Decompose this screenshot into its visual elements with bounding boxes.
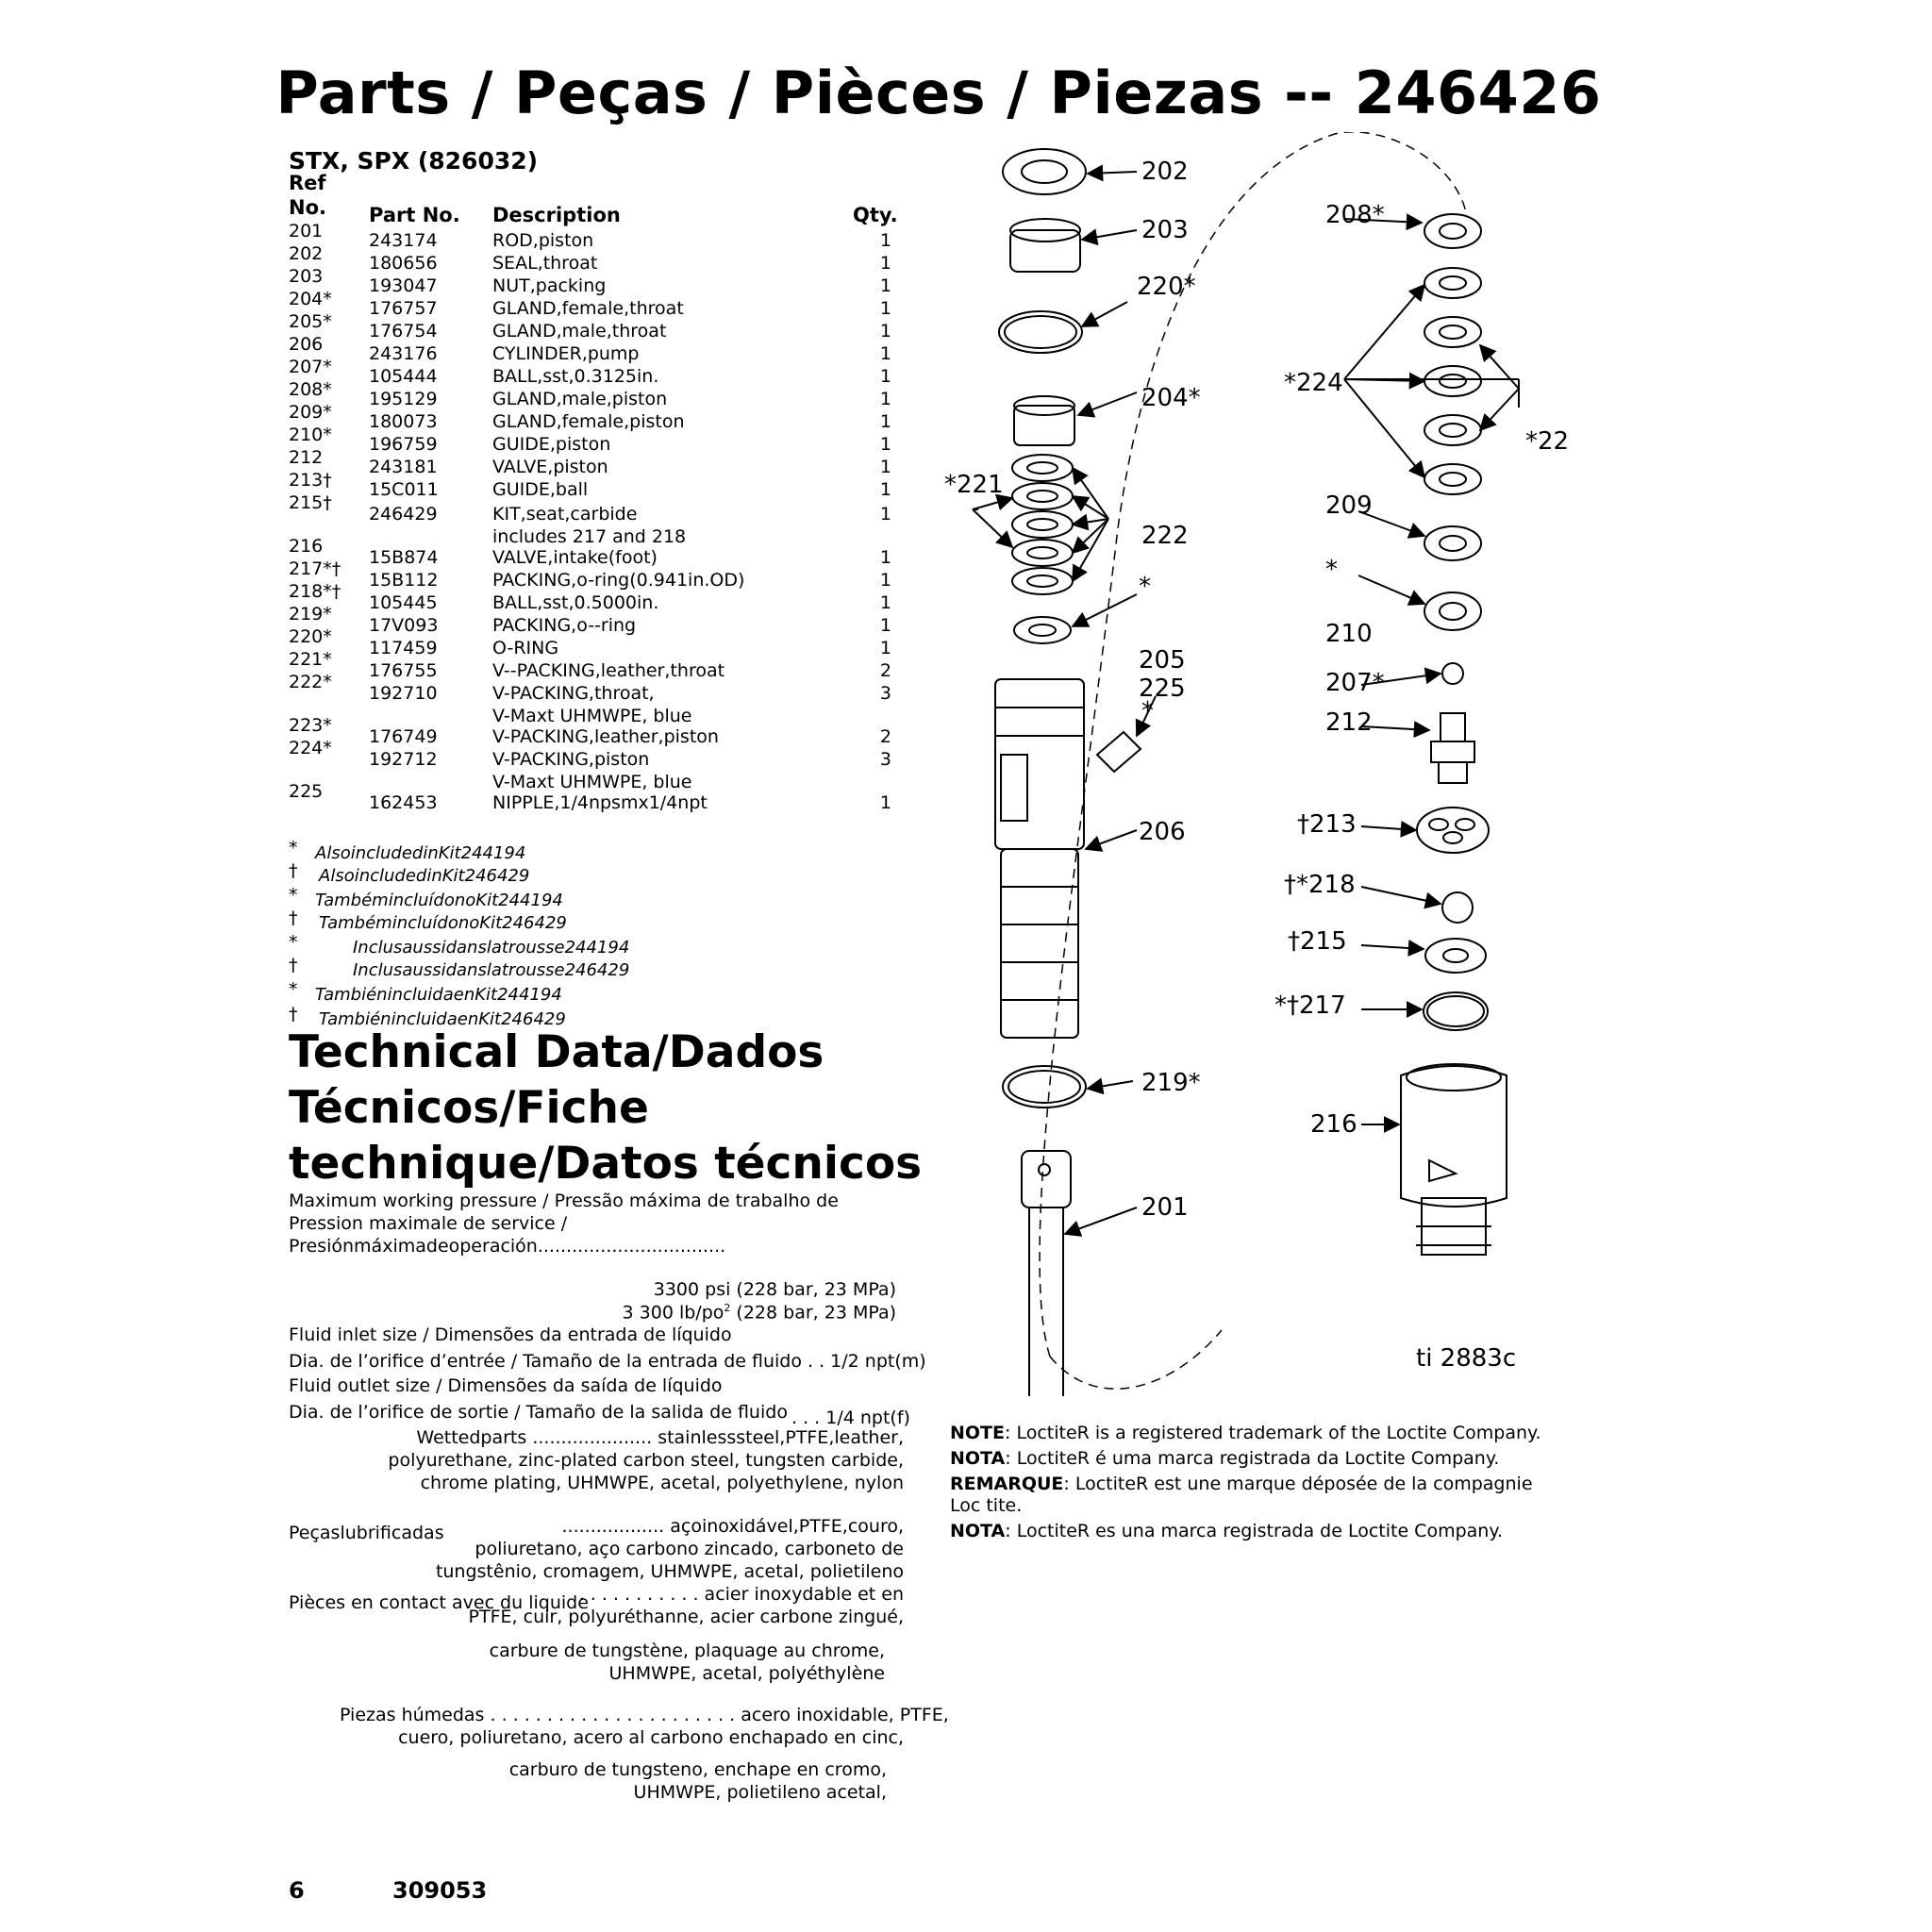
trademark-note-fr: REMARQUE: LoctiteR est une marque déposée de la compagnie [950, 1474, 1533, 1494]
qty-cell: 1 [879, 434, 891, 455]
callout-label: †*218 [1284, 871, 1356, 899]
wetted-parts-es-a: Piezas húmedas . . . . . . . . . . . . . . . . . . . . . . acero inoxidable, PTFE, cuero, poliuretano, acero al carbono enchapado en cinc, [340, 1705, 949, 1748]
qty-cell: 3 [879, 749, 891, 770]
note-symbol: * [289, 838, 298, 858]
ref-number-cell: 209* [289, 402, 332, 423]
header-part-no: Part No. [369, 204, 460, 226]
description-cell: NUT,packing [492, 275, 607, 296]
wetted-parts-fr-a: . . . . . . . . . . . acier inoxydable et en PTFE, cuir, polyuréthanne, acier carbone zingué, [468, 1584, 904, 1627]
ref-number-cell: 218*† [289, 581, 341, 602]
header-ref: Ref [289, 172, 326, 194]
ref-number-cell: 217*† [289, 558, 341, 579]
kit-note: AlsoincludedinKit246429 [319, 866, 530, 886]
tech-title-line: Technical Data/Dados [289, 1026, 824, 1078]
note-symbol: * [289, 979, 298, 1000]
qty-cell: 1 [879, 411, 891, 432]
qty-cell: 1 [879, 343, 891, 364]
callout-label: 208* [1325, 201, 1385, 229]
callout-label: *22 [1525, 427, 1570, 456]
callout-label: 209 [1325, 491, 1373, 520]
description-cell: PACKING,o-ring(0.941in.OD) [492, 570, 745, 591]
callout-label: 204* [1141, 384, 1201, 412]
part-number-cell: 192710 [369, 683, 438, 704]
note-symbol: * [289, 885, 298, 906]
ref-number-cell: 220* [289, 626, 332, 647]
trademark-note-fr-cont: Loc tite. [950, 1495, 1023, 1516]
max-pressure-line: Presiónmáximadeoperación................................. [289, 1236, 726, 1257]
callout-label: 202 [1141, 158, 1189, 186]
description-cell: BALL,sst,0.5000in. [492, 592, 659, 613]
part-number-cell: 15B874 [369, 547, 439, 568]
qty-cell: 1 [879, 366, 891, 387]
qty-cell: 3 [879, 683, 891, 704]
part-number-cell: 176754 [369, 321, 438, 341]
qty-cell: 1 [879, 457, 891, 477]
qty-cell: 1 [879, 615, 891, 636]
ref-number-cell: 210* [289, 425, 332, 445]
qty-cell: 1 [879, 253, 891, 274]
part-number-cell: 162453 [369, 792, 438, 813]
kit-note: TambiénincluidaenKit244194 [315, 985, 562, 1005]
description-cell: VALVE,intake(foot) [492, 547, 658, 568]
ref-number-cell: 207* [289, 357, 332, 377]
ref-number-cell: 224* [289, 738, 332, 758]
kit-note: AlsoincludedinKit244194 [315, 843, 526, 863]
part-number-cell: 192712 [369, 749, 438, 770]
part-number-cell: 105444 [369, 366, 438, 387]
callout-label: 210 [1325, 620, 1373, 648]
ref-number-cell: 202 [289, 243, 324, 264]
description-cell: ROD,piston [492, 230, 594, 251]
note-symbol: † [289, 955, 298, 975]
qty-cell: 1 [879, 570, 891, 591]
fluid-outlet-value: . . . 1/4 npt(f) [791, 1407, 910, 1428]
callout-label: 205 [1139, 646, 1186, 675]
tech-title-line: Técnicos/Fiche [289, 1082, 649, 1134]
description-cell: O-RING [492, 638, 559, 658]
callout-label: 220* [1137, 273, 1196, 301]
description-cell: V-PACKING,leather,piston [492, 726, 719, 747]
callout-label: 201 [1141, 1193, 1189, 1222]
callout-label: †215 [1288, 927, 1347, 956]
description-cell: V-PACKING,throat, [492, 683, 655, 704]
ref-number-cell: 215† [289, 492, 332, 513]
qty-cell: 1 [879, 547, 891, 568]
ref-number-cell: 206 [289, 334, 324, 355]
qty-cell: 1 [879, 275, 891, 296]
callout-label: 225 [1139, 675, 1186, 703]
kit-note: Inclusaussidanslatrousse244194 [353, 938, 630, 958]
qty-cell: 1 [879, 638, 891, 658]
ref-number-cell: 212 [289, 447, 324, 468]
description-cell: GLAND,female,piston [492, 411, 685, 432]
fluid-inlet-size: Fluid inlet size / Dimensões da entrada de líquido [289, 1324, 732, 1345]
kit-note: TambémincluídonoKit246429 [319, 913, 567, 933]
part-number-cell: 246429 [369, 504, 438, 525]
qty-cell: 1 [879, 504, 891, 525]
fluid-inlet-dia: Dia. de l’orifice d’entrée / Tamaño de la entrada de fluido . . 1/2 npt(m) [289, 1351, 926, 1372]
wetted-parts-fr-label: Pièces en contact avec du liquide [289, 1592, 589, 1613]
description-cell: V-Maxt UHMWPE, blue [492, 772, 692, 792]
qty-cell: 2 [879, 726, 891, 747]
wetted-parts-pt: .................. açoinoxidável,PTFE,couro, poliuretano, aço carbono zincado, carboneto de tungstênio, cromagem, UHMWPE, acetal, polietileno [435, 1516, 904, 1582]
callout-label: *†217 [1274, 991, 1346, 1020]
part-number-cell: 17V093 [369, 615, 439, 636]
header-ref-no: No. [289, 196, 326, 219]
header-description: Description [492, 204, 621, 226]
page-title: Parts / Peças / Pièces / Piezas -- 246426 [275, 58, 1602, 127]
part-number-cell: 193047 [369, 275, 438, 296]
pressure-psi: 3300 psi (228 bar, 23 MPa) [653, 1279, 896, 1300]
description-cell: NIPPLE,1/4npsmx1/4npt [492, 792, 708, 813]
callout-label: * [1325, 556, 1338, 584]
part-number-cell: 243174 [369, 230, 438, 251]
description-cell: GLAND,male,throat [492, 321, 667, 341]
fluid-outlet-size: Fluid outlet size / Dimensões da saída de líquido [289, 1375, 723, 1396]
note-symbol: † [289, 908, 298, 928]
callout-label: †213 [1297, 810, 1357, 839]
ref-number-cell: 203 [289, 266, 324, 287]
pressure-lbpo: 3 300 $lb/po^2$ (228 bar, 23 MPa) [622, 1302, 896, 1324]
qty-cell: 1 [879, 298, 891, 319]
wetted-parts-fr-b: carbure de tungstène, plaquage au chrome, UHMWPE, acetal, polyéthylène [489, 1641, 885, 1684]
description-cell: CYLINDER,pump [492, 343, 640, 364]
note-symbol: * [289, 932, 298, 953]
note-symbol: † [289, 860, 298, 881]
callout-label: 203 [1141, 216, 1189, 244]
callout-label: *224 [1284, 369, 1343, 397]
description-cell: PACKING,o--ring [492, 615, 637, 636]
wetted-parts-en: Wettedparts ..................... stainlesssteel,PTFE,leather, polyurethane, zinc-plated carbon steel, tungsten carbide, chrome plating, UHMWPE, acetal, polyethylene, nylon [388, 1427, 904, 1493]
description-cell: includes 217 and 218 [492, 526, 687, 547]
note-symbol: † [289, 1004, 298, 1024]
part-number-cell: 243181 [369, 457, 438, 477]
header-qty: Qty. [853, 204, 898, 226]
exploded-parts-diagram [939, 132, 1929, 1396]
technical-data-title [289, 1024, 922, 1191]
trademark-note-es: NOTA: LoctiteR es una marca registrada de Loctite Company. [950, 1521, 1503, 1541]
fluid-outlet-dia: Dia. de l’orifice de sortie / Tamaño de la salida de fluido [289, 1402, 788, 1423]
trademark-note-pt: NOTA: LoctiteR é uma marca registrada da Loctite Company. [950, 1448, 1500, 1469]
ref-number-cell: 208* [289, 379, 332, 400]
description-cell: KIT,seat,carbide [492, 504, 638, 525]
model-subtitle: STX, SPX (826032) [289, 147, 539, 175]
ref-number-cell: 204* [289, 289, 332, 309]
callout-label: 222 [1141, 522, 1189, 550]
kit-note: Inclusaussidanslatrousse246429 [353, 960, 630, 980]
ref-number-cell: 225 [289, 781, 324, 802]
qty-cell: 1 [879, 592, 891, 613]
part-number-cell: 180073 [369, 411, 438, 432]
ref-number-cell: 213† [289, 470, 332, 491]
part-number-cell: 176749 [369, 726, 438, 747]
part-number-cell: 243176 [369, 343, 438, 364]
description-cell: SEAL,throat [492, 253, 598, 274]
description-cell: GUIDE,ball [492, 479, 589, 500]
wetted-parts-es-b: carburo de tungsteno, enchape en cromo, UHMWPE, polietileno acetal, [508, 1759, 887, 1803]
ref-number-cell: 222* [289, 672, 332, 692]
qty-cell: 1 [879, 230, 891, 251]
kit-note: TambiénincluidaenKit246429 [319, 1009, 566, 1029]
ref-number-cell: 219* [289, 604, 332, 625]
max-pressure-line: Pression maximale de service / [289, 1213, 568, 1234]
description-cell: V--PACKING,leather,throat [492, 660, 725, 681]
callout-label: 212 [1325, 708, 1373, 737]
qty-cell: 1 [879, 479, 891, 500]
doc-number: 309053 [392, 1877, 488, 1904]
callout-label: * [1141, 697, 1154, 725]
part-number-cell: 117459 [369, 638, 438, 658]
ref-number-cell: 223* [289, 715, 332, 736]
description-cell: GLAND,male,piston [492, 389, 668, 409]
tech-title-line: technique/Datos técnicos [289, 1138, 923, 1190]
qty-cell: 1 [879, 792, 891, 813]
callout-label: 206 [1139, 818, 1186, 846]
qty-cell: 1 [879, 389, 891, 409]
kit-note: TambémincluídonoKit244194 [315, 891, 563, 910]
part-number-cell: 176757 [369, 298, 438, 319]
callout-label: 216 [1310, 1110, 1357, 1139]
part-number-cell: 176755 [369, 660, 438, 681]
part-number-cell: 195129 [369, 389, 438, 409]
figure-id: ti 2883c [1416, 1344, 1517, 1373]
trademark-note-en: NOTE: LoctiteR is a registered trademark of the Loctite Company. [950, 1423, 1541, 1443]
ref-number-cell: 205* [289, 311, 332, 332]
callout-label: 207* [1325, 669, 1385, 697]
wetted-parts-pt-label: Peçaslubrificadas [289, 1523, 444, 1543]
part-number-cell: 105445 [369, 592, 438, 613]
callout-label: * [1139, 573, 1151, 601]
page-number: 6 [289, 1877, 305, 1904]
ref-number-cell: 201 [289, 221, 324, 242]
description-cell: V-Maxt UHMWPE, blue [492, 706, 692, 726]
part-number-cell: 180656 [369, 253, 438, 274]
qty-cell: 2 [879, 660, 891, 681]
description-cell: BALL,sst,0.3125in. [492, 366, 659, 387]
description-cell: GUIDE,piston [492, 434, 611, 455]
description-cell: VALVE,piston [492, 457, 608, 477]
description-cell: GLAND,female,throat [492, 298, 684, 319]
ref-number-cell: 216 [289, 536, 324, 557]
callout-label: 219* [1141, 1069, 1201, 1097]
ref-number-cell: 221* [289, 649, 332, 670]
part-number-cell: 15C011 [369, 479, 439, 500]
qty-cell: 1 [879, 321, 891, 341]
part-number-cell: 15B112 [369, 570, 439, 591]
description-cell: V-PACKING,piston [492, 749, 650, 770]
max-pressure-line: Maximum working pressure / Pressão máxima de trabalho de [289, 1191, 839, 1211]
part-number-cell: 196759 [369, 434, 438, 455]
callout-label: *221 [944, 471, 1004, 499]
